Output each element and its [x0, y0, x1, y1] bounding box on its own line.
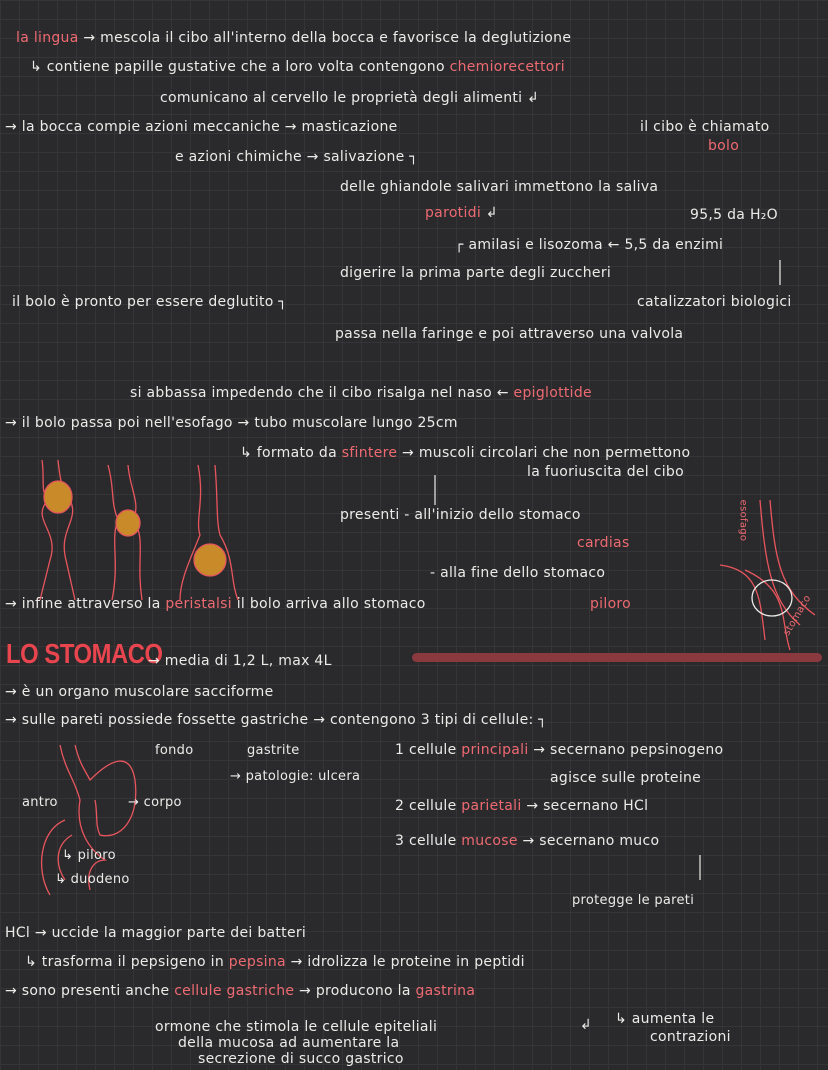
text: → producono la [294, 983, 416, 999]
line-abbassa [130, 384, 592, 402]
line-fine-stomaco: - alla fine dello stomaco [430, 565, 606, 581]
term-gastrina: gastrina [415, 983, 476, 999]
line-parotidi [425, 204, 498, 222]
text: → secernano muco [517, 833, 660, 849]
term-parietali: parietali [461, 798, 522, 814]
line-digerire: digerire la prima parte degli zuccheri [340, 265, 612, 281]
line-faringe: passa nella faringe e poi attraverso una valvola [335, 326, 684, 342]
term-cellule-gastriche: cellule gastriche [174, 983, 295, 999]
line-bocca: → la bocca compie azioni meccaniche → masticazione [5, 119, 398, 135]
line-cellule-1 [395, 741, 723, 759]
line-gastriche [5, 982, 475, 1000]
text: → mescola il cibo all'interno della bocca e favorisce la deglutizione [83, 30, 572, 46]
term-peristalsi: peristalsi [165, 596, 232, 612]
line-papille [30, 58, 565, 76]
line-bolo-pronto: il bolo è pronto per essere deglutito ┐ [12, 294, 288, 310]
label-antro: antro [22, 795, 58, 810]
text: → infine attraverso la [5, 596, 166, 612]
label-gastrite: gastrite [247, 743, 300, 758]
term-parotidi: parotidi [425, 205, 482, 221]
section-title: LO STOMACO [6, 638, 163, 669]
line-presenti: presenti - all'inizio dello stomaco [340, 507, 581, 523]
label-duodeno: ↳ duodeno [55, 872, 130, 887]
label-corpo: → corpo [128, 795, 182, 810]
line-h2o: 95,5 da H₂O [690, 207, 778, 223]
term-sfintere: sfintere [341, 445, 398, 461]
text: corpo [143, 795, 182, 810]
term-cardias: cardias [577, 535, 630, 551]
arrow-return: ↲ [580, 1017, 593, 1033]
line-cibo-chiamato: il cibo è chiamato [640, 119, 770, 135]
text: → secernano HCl [521, 798, 649, 814]
line-media: → media di 1,2 L, max 4L [148, 653, 332, 669]
text: ↳ trasforma il pepsigeno in [25, 954, 229, 970]
line-protegge: protegge le pareti [572, 893, 695, 908]
title-underline-bar [412, 653, 822, 662]
line-amilasi: ┌ amilasi e lisozoma ← 5,5 da enzimi [455, 237, 724, 253]
text: duodeno [70, 872, 130, 887]
line-peristalsi [5, 595, 426, 613]
text: 3 cellule [395, 833, 462, 849]
label-piloro: ↳ piloro [62, 848, 116, 863]
label-stomaco: stomaco [781, 593, 814, 638]
term-mucose: mucose [461, 833, 518, 849]
text: → idrolizza le proteine in peptidi [285, 954, 525, 970]
term-piloro: piloro [590, 596, 632, 612]
line-cellule-2 [395, 797, 648, 815]
line-catalizzatori: catalizzatori biologici [637, 294, 792, 310]
text: piloro [77, 848, 116, 863]
label-esofago: esofago [737, 499, 749, 542]
line-hcl: HCl → uccide la maggior parte dei batteri [5, 925, 307, 941]
text: ↳ formato da [240, 445, 342, 461]
line-fossette: → sulle pareti possiede fossette gastriche → contengono 3 tipi di cellule: ┐ [5, 712, 547, 728]
text: si abbassa impedendo che il cibo risalga nel naso ← [130, 385, 509, 401]
term-chemiorecettori: chemiorecettori [449, 59, 565, 75]
label-patologie: → patologie: ulcera [230, 769, 361, 784]
text: → sono presenti anche [5, 983, 175, 999]
line-organo: → è un organo muscolare sacciforme [5, 684, 274, 700]
line-aumenta-2: contrazioni [650, 1029, 731, 1045]
line-agisce: agisce sulle proteine [550, 770, 702, 786]
text: 2 cellule [395, 798, 462, 814]
term-epiglottide: epiglottide [513, 385, 592, 401]
text: il bolo arriva allo stomaco [231, 596, 426, 612]
text: → secernano pepsinogeno [528, 742, 724, 758]
line-aumenta-1: ↳ aumenta le [615, 1011, 715, 1027]
line-ormone-2: della mucosa ad aumentare la [178, 1035, 400, 1051]
term-lingua: la lingua [16, 30, 79, 46]
line-esofago: → il bolo passa poi nell'esofago → tubo muscolare lungo 25cm [5, 415, 458, 431]
line-ormone-1: ormone che stimola le cellule epiteliali [155, 1019, 438, 1035]
line-sfintere [240, 444, 690, 462]
line-cellule-3 [395, 832, 659, 850]
term-pepsina: pepsina [228, 954, 286, 970]
text: 1 cellule [395, 742, 462, 758]
line-fuoriuscita: la fuoriuscita del cibo [527, 464, 684, 480]
text: ↳ contiene papille gustative che a loro volta contengono [30, 59, 450, 75]
line-azioni-chimiche: e azioni chimiche → salivazione ┐ [175, 149, 419, 165]
term-bolo: bolo [708, 138, 740, 154]
line-lingua [16, 29, 571, 47]
text: → muscoli circolari che non permettono [397, 445, 691, 461]
esophagus-peristalsis-drawing [40, 460, 815, 650]
line-ormone-3: secrezione di succo gastrico [198, 1051, 404, 1067]
line-ghiandole: delle ghiandole salivari immettono la saliva [340, 179, 659, 195]
line-pepsina [25, 953, 525, 971]
line-comunicano: comunicano al cervello le proprietà degli alimenti ↲ [160, 90, 540, 106]
label-fondo: fondo [155, 743, 194, 758]
term-principali: principali [461, 742, 529, 758]
text: ↲ [485, 205, 498, 221]
